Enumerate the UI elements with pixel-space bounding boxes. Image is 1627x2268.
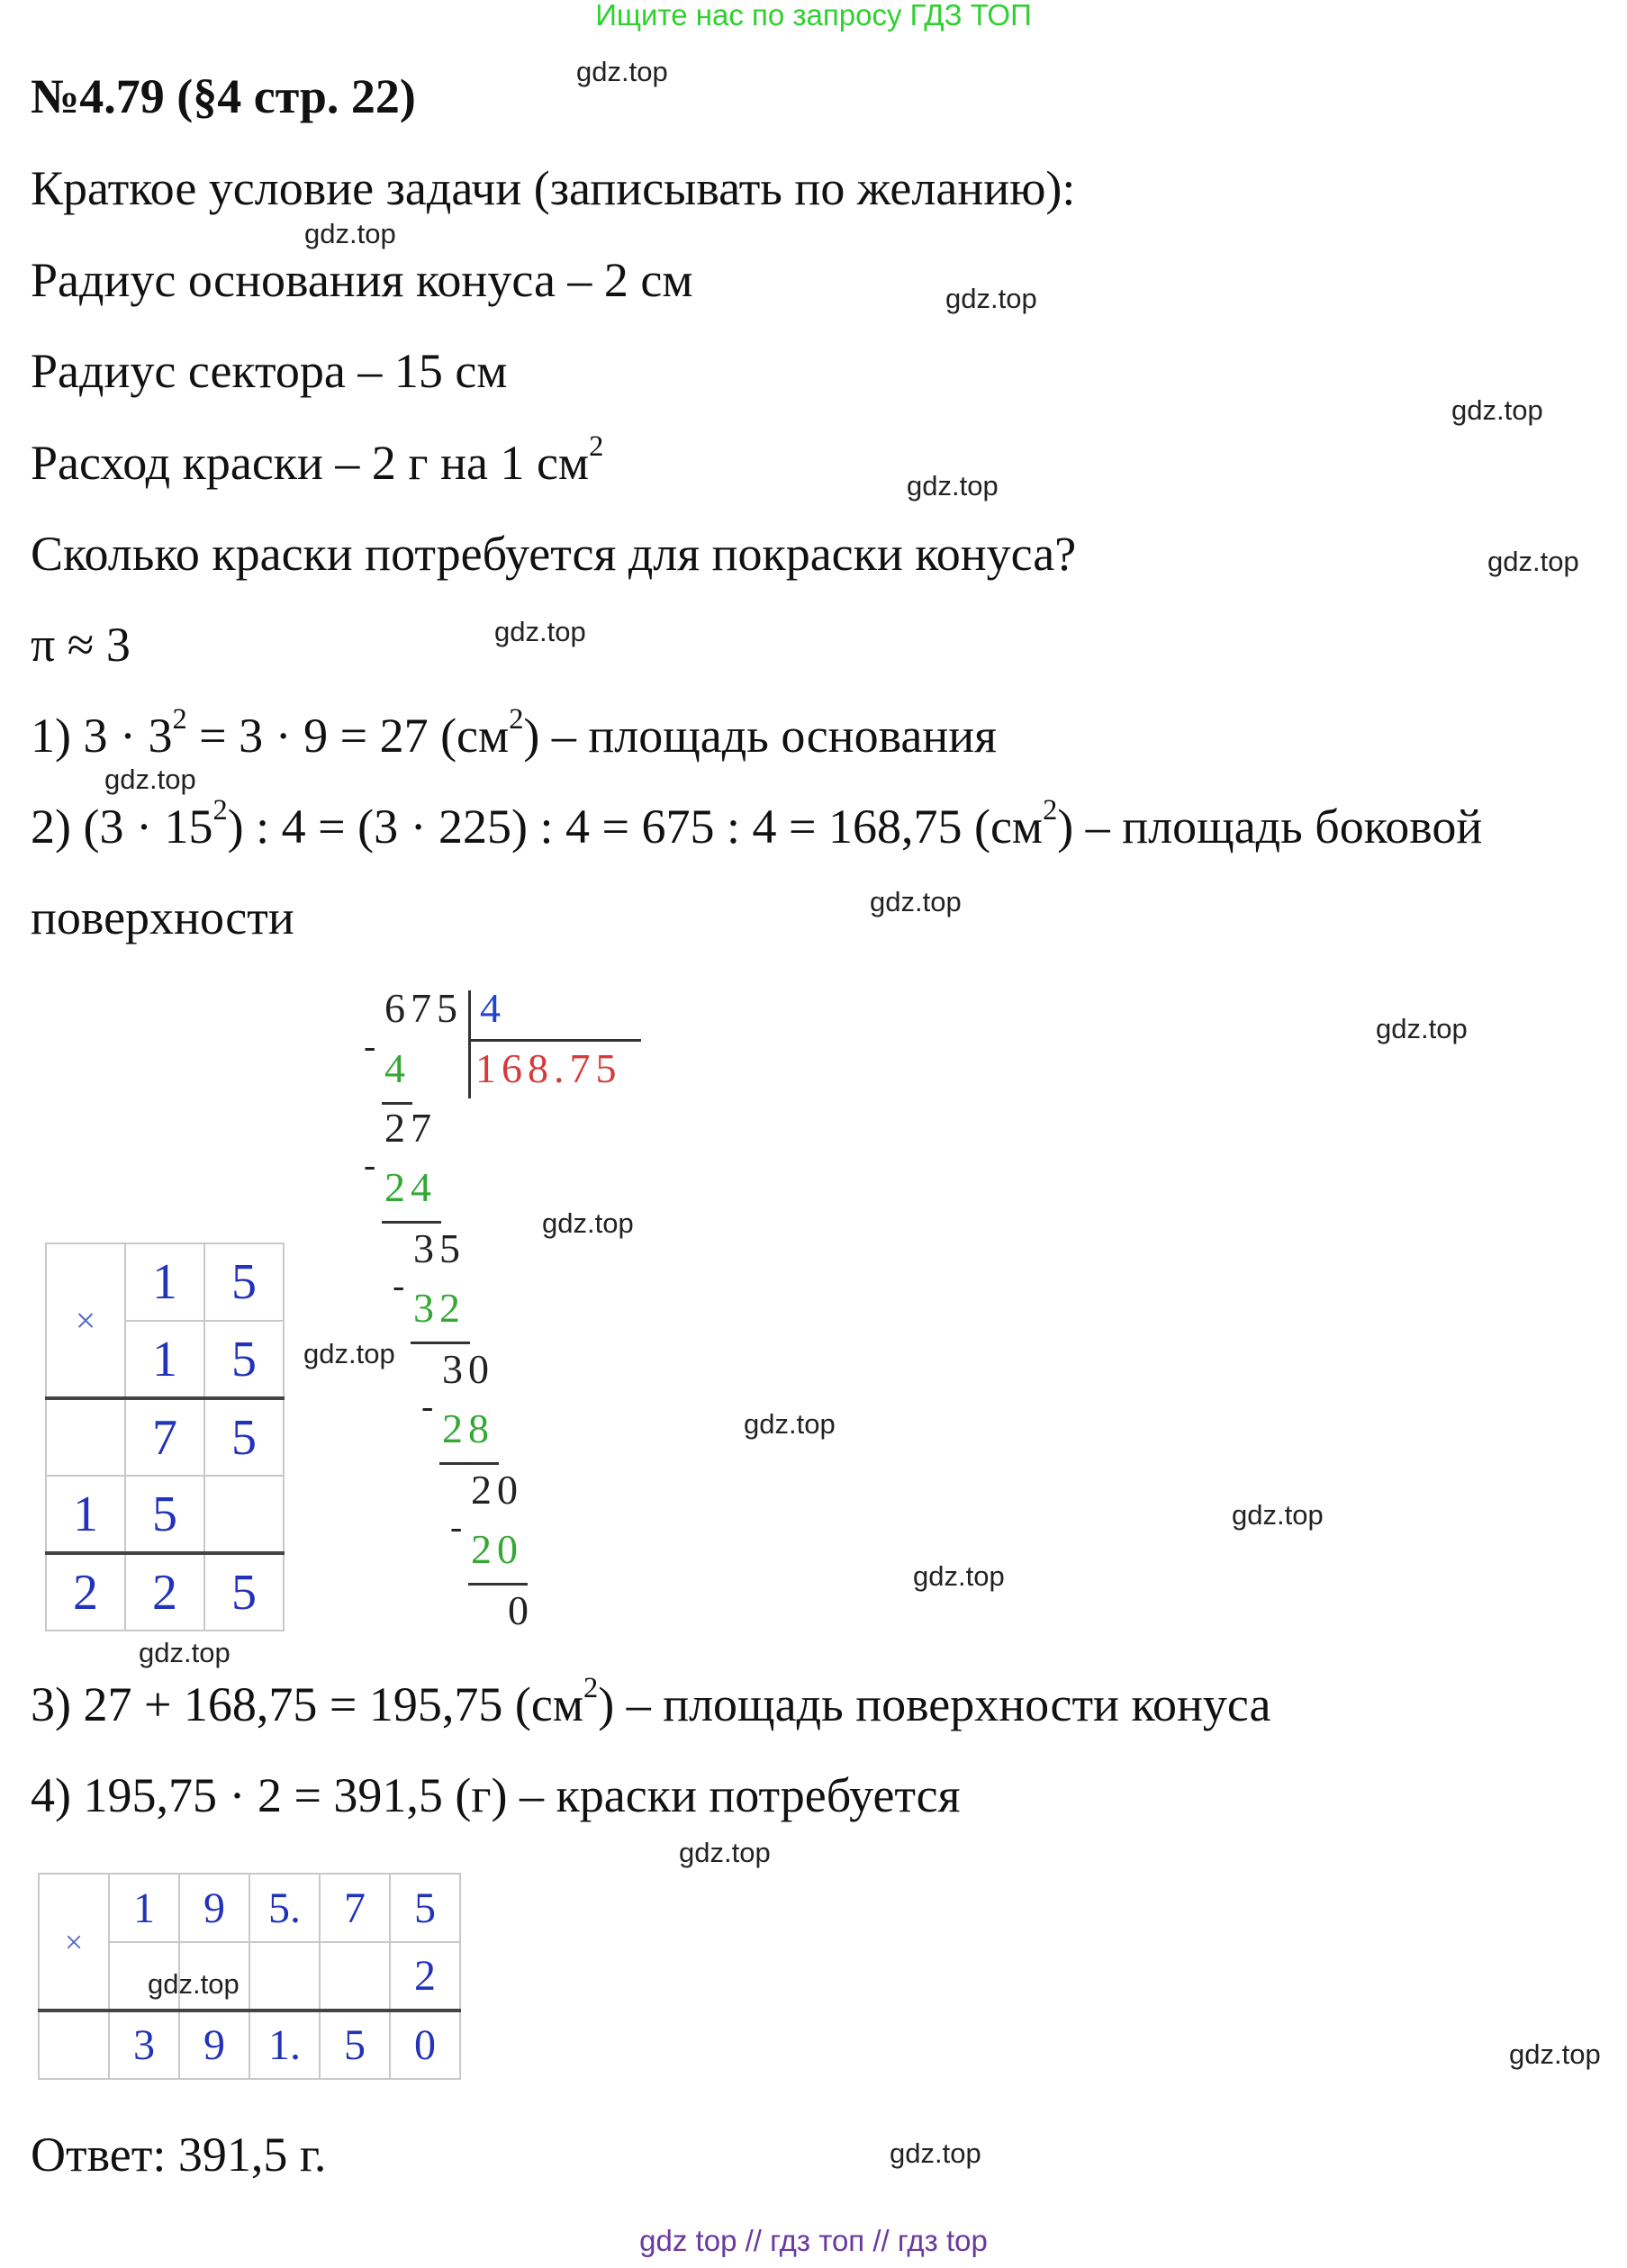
condition-paint-rate [31, 430, 604, 491]
division-vertical-bar [468, 990, 471, 1098]
division-row: 20 [471, 1467, 523, 1513]
grid-cell: 2 [46, 1553, 125, 1631]
division-row: 0 [508, 1587, 534, 1633]
watermark: gdz.top [494, 616, 586, 647]
minus-sign: - [364, 1026, 376, 1066]
grid-cell: 5 [390, 1874, 460, 1942]
exercise-title: №4.79 (§4 стр. 22) [31, 69, 416, 123]
step-1-sup-1: 2 [172, 703, 187, 736]
minus-sign: - [421, 1386, 434, 1426]
grid-cell: 3 [109, 2010, 179, 2079]
grid-cell: 2 [390, 1942, 460, 2010]
division-row: 24 [384, 1164, 437, 1210]
step-3-sup: 2 [583, 1672, 599, 1705]
division-row: 32 [413, 1285, 466, 1331]
watermark: gdz.top [542, 1207, 634, 1239]
step-2-part-c: ) – площадь боковой [1057, 800, 1483, 854]
grid-cell: 5 [204, 1398, 284, 1476]
grid-cell: 1. [249, 2010, 320, 2079]
step-2-sup-1: 2 [212, 794, 228, 827]
division-line [468, 1583, 528, 1586]
paint-rate-sup: 2 [589, 430, 604, 464]
grid-cell [39, 2010, 109, 2079]
answer: Ответ: 391,5 г. [31, 2128, 327, 2182]
step-2 [31, 794, 1483, 854]
grid-cell: 5 [320, 2010, 390, 2079]
division-line [411, 1342, 470, 1344]
grid-cell: 7 [125, 1398, 204, 1476]
watermark: gdz.top [1451, 394, 1543, 426]
step-1-part-a: 1) 3 · 3 [31, 709, 173, 763]
division-quotient: 168.75 [475, 1045, 622, 1091]
minus-sign: - [450, 1506, 463, 1547]
watermark: gdz.top [1232, 1499, 1324, 1531]
grid-cell: 5 [125, 1476, 204, 1553]
multiply-sign: × [39, 1874, 109, 2010]
grid-cell: 9 [179, 1874, 249, 1942]
division-line [382, 1221, 441, 1224]
condition-header: Краткое условие задачи (записывать по желанию): [31, 161, 1076, 215]
watermark: gdz.top [576, 56, 668, 87]
grid-cell: 5 [204, 1553, 284, 1631]
watermark: gdz.top [913, 1560, 1005, 1592]
grid-cell: 7 [320, 1874, 390, 1942]
grid-cell: 0 [390, 2010, 460, 2079]
step-1-part-b: = 3 · 9 = 27 (см [186, 709, 510, 763]
paint-rate-text: Расход краски – 2 г на 1 см [31, 436, 590, 490]
division-row: 27 [384, 1105, 437, 1151]
step-1-sup-2: 2 [509, 703, 524, 736]
grid-cell: 1 [125, 1321, 204, 1398]
step-1 [31, 703, 997, 764]
grid-cell: 5. [249, 1874, 320, 1942]
division-divisor-underline [470, 1039, 641, 1042]
watermark: gdz.top [303, 1338, 395, 1369]
grid-cell: 1 [109, 1874, 179, 1942]
step-3-part-b: ) – площадь поверхности конуса [598, 1677, 1271, 1731]
step-2-sup-2: 2 [1043, 794, 1058, 827]
watermark: gdz.top [744, 1408, 836, 1440]
watermark: gdz.top [870, 886, 962, 917]
multiplication-grid-19575x2 [38, 1873, 461, 2080]
condition-question: Сколько краски потребуется для покраски конуса? [31, 527, 1077, 581]
multiplication-grid-15x15 [45, 1242, 285, 1631]
watermark: gdz.top [304, 218, 396, 249]
step-2-continuation: поверхности [31, 890, 294, 944]
footer: gdz top // гдз топ // гдз top [639, 2224, 988, 2257]
grid-cell: 5 [204, 1321, 284, 1398]
grid-cell: 1 [125, 1243, 204, 1321]
condition-pi: π ≈ 3 [31, 618, 131, 672]
condition-radius-sector: Радиус сектора – 15 см [31, 344, 508, 398]
step-4: 4) 195,75 · 2 = 391,5 (г) – краски потребуется [31, 1768, 961, 1822]
division-row: 20 [471, 1526, 523, 1572]
division-row: 30 [442, 1346, 494, 1392]
step-1-part-c: ) – площадь основания [523, 709, 997, 763]
watermark: gdz.top [104, 764, 196, 795]
division-row: 35 [413, 1225, 466, 1271]
grid-cell: 1 [46, 1476, 125, 1553]
watermark: gdz.top [890, 2137, 981, 2169]
step-3-part-a: 3) 27 + 168,75 = 195,75 (см [31, 1677, 584, 1731]
grid-cell [249, 1942, 320, 2010]
division-line [439, 1462, 499, 1465]
top-banner: Ищите нас по запросу ГДЗ ТОП [595, 0, 1032, 32]
minus-sign: - [393, 1265, 405, 1306]
minus-sign: - [364, 1144, 376, 1185]
watermark: gdz.top [1376, 1013, 1468, 1044]
step-2-part-b: ) : 4 = (3 · 225) : 4 = 675 : 4 = 168,75 (см [227, 800, 1044, 854]
watermark: gdz.top [907, 470, 999, 501]
watermark: gdz.top [1509, 2038, 1601, 2070]
grid-cell [46, 1398, 125, 1476]
grid-cell [204, 1476, 284, 1553]
step-2-part-a: 2) (3 · 15 [31, 800, 213, 854]
watermark: gdz.top [139, 1637, 230, 1668]
division-divisor: 4 [480, 985, 506, 1031]
grid-cell: 9 [179, 2010, 249, 2079]
multiply-sign: × [46, 1243, 125, 1398]
grid-cell [320, 1942, 390, 2010]
watermark: gdz.top [945, 283, 1037, 314]
division-row: 4 [384, 1045, 411, 1091]
condition-radius-base: Радиус основания конуса – 2 см [31, 253, 693, 307]
division-row: 28 [442, 1405, 494, 1451]
step-3 [31, 1672, 1271, 1732]
division-dividend: 675 [384, 985, 463, 1031]
grid-cell: 5 [204, 1243, 284, 1321]
grid-cell: 2 [125, 1553, 204, 1631]
watermark: gdz.top [679, 1837, 771, 1868]
watermark: gdz.top [1487, 546, 1579, 577]
watermark: gdz.top [148, 1968, 240, 2000]
